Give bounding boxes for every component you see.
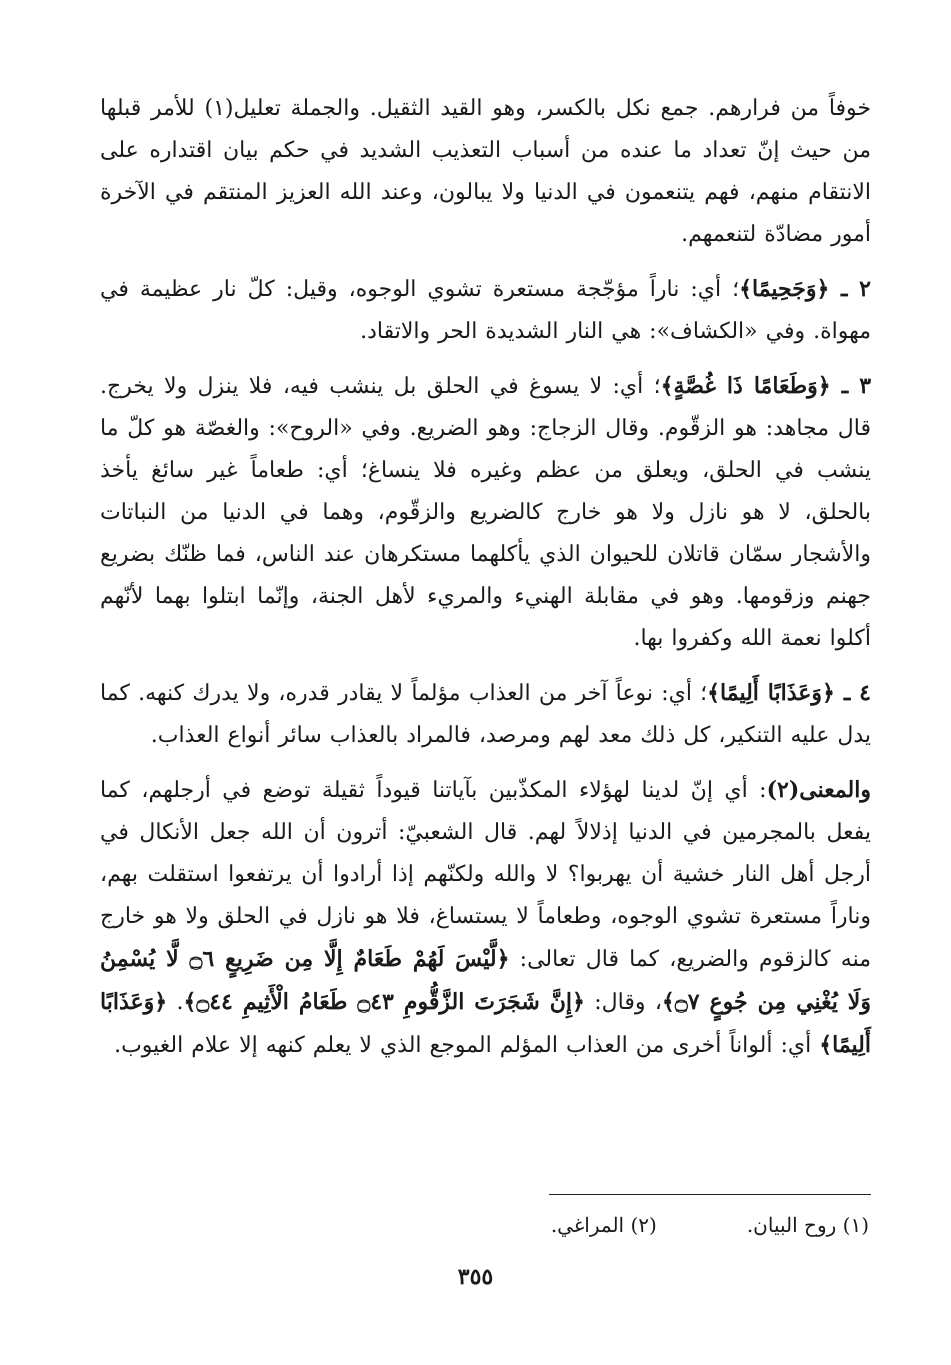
paragraph-text: ؛ أي: نوعاً آخر من العذاب مؤلماً لا يقادر قدره، ولا يدرك كنهه. كما يدل عليه التنكير، كل ذلك معد لهم ومرصد، فالمراد بالعذاب سائر أنواع العذاب. [100, 681, 871, 748]
quran-quote: ﴿وَعَذَابًا أَلِيمًا﴾ [100, 989, 871, 1058]
paragraph-text: ؛ أي: ناراً مؤجّجة مستعرة تشوي الوجوه، وقيل: كلّ نار عظيمة في مهواة. وفي «الكشاف»: هي النار الشديدة الحر والاتقاد. [100, 277, 871, 344]
footnotes [300, 1208, 869, 1242]
paragraph-text: أي: ألواناً أخرى من العذاب المؤلم الموجع الذي لا يعلم كنهه إلا علام الغيوب. [114, 1033, 820, 1058]
quran-quote: ﴿وَطَعَامًا ذَا غُصَّةٍ﴾ [660, 373, 831, 399]
item-number: ٣ ـ [830, 373, 872, 399]
paragraph-intro [100, 88, 871, 256]
meaning-lead: والمعنى(٢) [766, 777, 871, 803]
quran-quote: ﴿وَعَذَابًا أَلِيمًا﴾ [707, 680, 835, 706]
paragraph-text: : أي إنّ لدينا لهؤلاء المكذّبين بآياتنا قيوداً ثقيلة توضع في أرجلهم، كما يفعل بالمجرمين في الدنيا إذلالاً لهم. قال الشعبيّ: أترون أن الله جعل الأنكال في أرجل أهل النار خشية أن يهربوا؟ لا والله ولكنّهم إذا أرادوا أن يرتفعوا استقلت بهم، وناراً مستعرة تشوي الوجوه، وطعاماً لا يستساغ، فلا هو نازل في الحلق ولا هو خارج منه كالزقوم والضريع، كما قال تعالى: [100, 778, 871, 972]
paragraph-text: خوفاً من فرارهم. جمع نكل بالكسر، وهو القيد الثقيل. والجملة تعليل(١) للأمر قبلها من حيث إنّ تعداد ما عنده من أسباب التعذيب الشديد في حكم بيان اقتداره على الانتقام منهم، فهم يتنعمون في الدنيا ولا يبالون، وعند الله العزيز المنتقم في الآخرة أمور مضادّة لتنعمهم. [100, 96, 872, 247]
paragraph-text: ، وقال: [584, 990, 662, 1015]
paragraph-item-4 [100, 672, 871, 757]
paragraph-item-3 [100, 365, 871, 660]
footnote-divider [549, 1194, 871, 1195]
paragraph-item-2 [100, 268, 871, 353]
paragraph-meaning [100, 769, 871, 1067]
item-number: ٢ ـ [829, 276, 871, 302]
quran-quote: ﴿لَّيْسَ لَهُمْ طَعَامٌ إِلَّا مِن ضَرِيعٍ ۝٦ لَّا يُسْمِنُ وَلَا يُغْنِي مِن جُوعٍ ۝٧﴾ [100, 946, 871, 1015]
item-number: ٤ ـ [834, 680, 871, 706]
quran-quote: ﴿وَجَحِيمًا﴾ [739, 276, 830, 302]
footnote: (١) روح البيان. [746, 1213, 869, 1237]
paragraph-text: . [167, 990, 184, 1015]
quran-quote: ﴿إِنَّ شَجَرَتَ الزَّقُّومِ ۝٤٣ طَعَامُ الْأَثِيمِ ۝٤٤﴾ [183, 989, 585, 1015]
footnote: (٢) المراغي. [550, 1213, 657, 1237]
paragraph-text: ؛ أي: لا يسوغ في الحلق بل ينشب فيه، فلا ينزل ولا يخرج. قال مجاهد: هو الزقّوم. وقال الزجاج: وهو الضريع. وفي «الروح»: والغصّة هو كلّ ما ينشب في الحلق، ويعلق من عظم وغيره فلا ينساغ؛ أي: طعاماً غير سائغ يأخذ بالحلق، لا هو نازل ولا هو خارج كالضريع والزقّوم، وهما في الدنيا من النباتات والأشجار سمّان قاتلان للحيوان الذي يأكلهما مستكرهان عند الناس، فما ظنّك بضريع جهنم وزقومها. وهو في مقابلة الهنيء والمريء لأهل الجنة، وإنّما ابتلوا بهما لأنّهم أكلوا نعمة الله وكفروا بها. [100, 374, 871, 651]
page-body [100, 88, 871, 1079]
page-number: ٣٥٥ [457, 1264, 494, 1290]
